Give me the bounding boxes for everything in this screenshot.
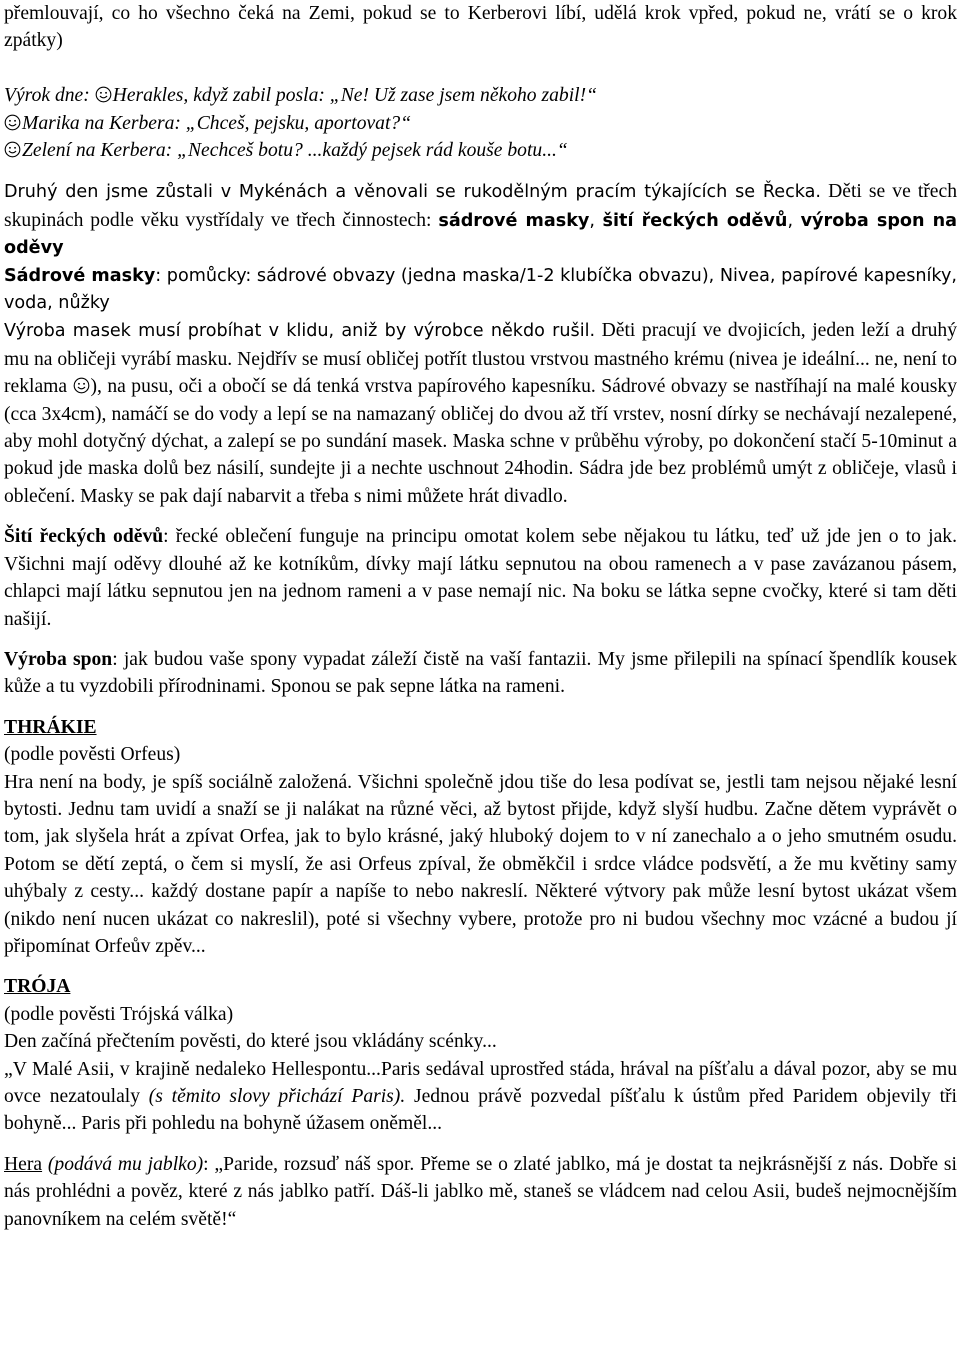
- quote-line-3: [4, 137, 957, 164]
- sewing-paragraph: [4, 523, 957, 633]
- stage-direction: (podává mu jablko): [42, 1153, 204, 1175]
- quote-prefix: Výrok dne:: [4, 85, 95, 107]
- sewing-label: Šití řeckých oděvů: [4, 526, 164, 548]
- masks-text-body: Děti pracují ve dvojicích, jeden leží a druhý mu na obličeji vyrábí masku. Nejdřív se musí obličej potřít tlustou vrstvou mastného krému (nivea je ideální... ne, není to reklama: [4, 320, 957, 398]
- activity-sewing: šití řeckých oděvů: [602, 210, 788, 231]
- thrakie-heading: [4, 714, 957, 741]
- dialogue-text: : „Paride, rozsuď náš spor. Přeme se o zlaté jablko, má je dostat ta nejkrásnější z nás. Dobře si nás prohlédni a pověz, které z nás jablko patří. Dáš-li jablko mě, staneš se vládcem nad celou Asii, budeš nejmocnějším panovníkem na celém světě!“: [4, 1153, 957, 1230]
- quotes-block: [4, 82, 957, 164]
- masks-label: Sádrové masky: [4, 265, 156, 286]
- activity-masks: sádrové masky: [438, 210, 590, 231]
- brooches-paragraph: [4, 646, 957, 701]
- troja-subtitle: (podle pověsti Trójská válka): [4, 1003, 234, 1025]
- spacer: [4, 633, 957, 646]
- day2-text: Děti se ve třech skupinách podle věku vystřídaly ve třech činnostech:: [4, 181, 957, 231]
- smiley-icon: [4, 114, 21, 131]
- masks-tools: : pomůcky: sádrové obvazy (jedna maska/1-2 klubíčka obvazu), Nivea, papírové kapesníky, voda, nůžky: [4, 265, 957, 314]
- smiley-icon: [4, 141, 21, 158]
- spacer: [4, 510, 957, 523]
- stage-direction: (s těmito slovy přichází Paris).: [148, 1086, 406, 1108]
- quote-text: Herakles, když zabil posla: „Ne! Už zase jsem někoho zabil!“: [112, 85, 598, 107]
- separator: ,: [787, 210, 801, 231]
- masks-text-rest: ), na pusu, oči a obočí se dá tenká vrstva papírového kapesníku. Sádrové obvazy se nastříhají na malé kousky (cca 3x4cm), namáčí se do vody a lepí se na namazaný obličej do dvou až tří vrstev, nosní dírky se nechávají nezalepené, aby mohl dotyčný dýchat, a zalepí se po sundání masek. Maska schne v průběhu výroby, po dokončení stačí 5-10minut a pokud jde maska dolů bez násilí, sundejte ji a nechte uschnout 24hodin. Sádra jde bez problémů umýt z obličeje, vlasů i oblečení. Masky se pak dají nabarvit a třeba s nimi můžete hrát divadlo.: [4, 376, 957, 507]
- spacer: [4, 164, 957, 178]
- story-text: Jednou právě pozvedal píšťalu k ústům před Paridem objevily tři bohyně... Paris při pohledu na bohyně úžasem oněměl...: [4, 1086, 957, 1135]
- quote-text: Zelení na Kerbera: „Nechceš botu? ...každý pejsek rád kouše botu...“: [22, 140, 568, 162]
- activity-brooches: výroba spon na oděvy: [4, 210, 958, 259]
- spacer: [4, 960, 957, 973]
- thrakie-text: Hra není na body, je spíš sociálně založená. Všichni společně jdou tiše do lesa podívat se, jestli tam nejsou nějaké lesní bytosti. Jednu tam uvidí a snaží se ji nalákat na různé věci, až bytost přijde, když slyší hudbu. Začne dětem vyprávět o tom, jak slyšela hrát a zpívat Orfea, jak to bylo krásné, jaký hluboký dojem to v ní zanechalo a o jeho smutném osudu. Potom se dětí zeptá, o čem si myslí, že asi Orfeus zpíval, že obměkčil i srdce vládce podsvětí, a že mu květiny samy uhýbaly z cesty... každý dostane papír a napíše to nebo nakreslí. Některé výtvory pak může lesní bytost ukázat všem (nikdo není nucen ukázat co nakreslil), poté si všechny vybere, protože pro ni budou všechny moc vzácné a budou jí připomínat Orfeův zpěv...: [4, 771, 957, 957]
- smiley-icon: [73, 377, 90, 394]
- hera-paragraph: [4, 1151, 957, 1233]
- sewing-text: : řecké oblečení funguje na principu omotat kolem sebe nějakou tu látku, teď už jde jen o to jak. Všichni mají oděvy dlouhé až ke kotníkům, dívky mají látku sepnutou na obou ramenech a v pase zavázanou pásem, chlapci mají látku sepnutou jen na jednom rameni a v pase nemají nic. Na boku se látka sepne cvočky, které si tam děti našijí.: [4, 526, 957, 630]
- quote-line-2: [4, 110, 957, 137]
- spacer: [4, 1138, 957, 1151]
- masks-text-lead: Výroba masek musí probíhat v klidu, aniž by výrobce někdo rušil.: [4, 321, 596, 342]
- masks-tools-paragraph: [4, 263, 957, 318]
- separator: ,: [589, 210, 603, 231]
- troja-intro: Den začíná přečtením pověsti, do které jsou vkládány scénky...: [4, 1031, 497, 1053]
- section-heading: THRÁKIE: [4, 716, 97, 738]
- smiley-icon: [95, 86, 112, 103]
- troja-heading: [4, 973, 957, 1000]
- document-page: [4, 0, 957, 1233]
- quote-text: Marika na Kerbera: „Chceš, pejsku, aportovat?“: [22, 112, 412, 134]
- masks-text-paragraph: [4, 317, 957, 510]
- story-text: „V Malé Asii, v krajině nedaleko Hellespontu...Paris sedával uprostřed stáda, hrával na píšťalu a dával pozor, aby se mu ovce nezatoulaly: [4, 1058, 957, 1108]
- section-heading: TRÓJA: [4, 976, 71, 998]
- troja-story: [4, 1056, 957, 1138]
- spacer: [4, 701, 957, 714]
- intro-paragraph: přemlouvají, co ho všechno čeká na Zemi, pokud se to Kerberovi líbí, udělá krok vpřed, pokud ne, vrátí se o krok zpátky): [4, 3, 957, 52]
- brooches-text: : jak budou vaše spony vypadat záleží čistě na vaší fantazii. My jsme přilepili na spínací špendlík kousek kůže a tu vyzdobili přírodninami. Sponou se pak sepne látka na rameni.: [4, 648, 957, 698]
- quote-line-1: [4, 82, 957, 109]
- spacer: [4, 55, 957, 82]
- day2-paragraph: [4, 178, 957, 262]
- character-name: Hera: [4, 1153, 43, 1175]
- thrakie-subtitle: (podle pověsti Orfeus): [4, 744, 181, 766]
- day2-lead: Druhý den jsme zůstali v Mykénách a věnovali se rukodělným pracím týkajících se Řecka.: [4, 182, 822, 203]
- brooches-label: Výroba spon: [4, 648, 113, 670]
